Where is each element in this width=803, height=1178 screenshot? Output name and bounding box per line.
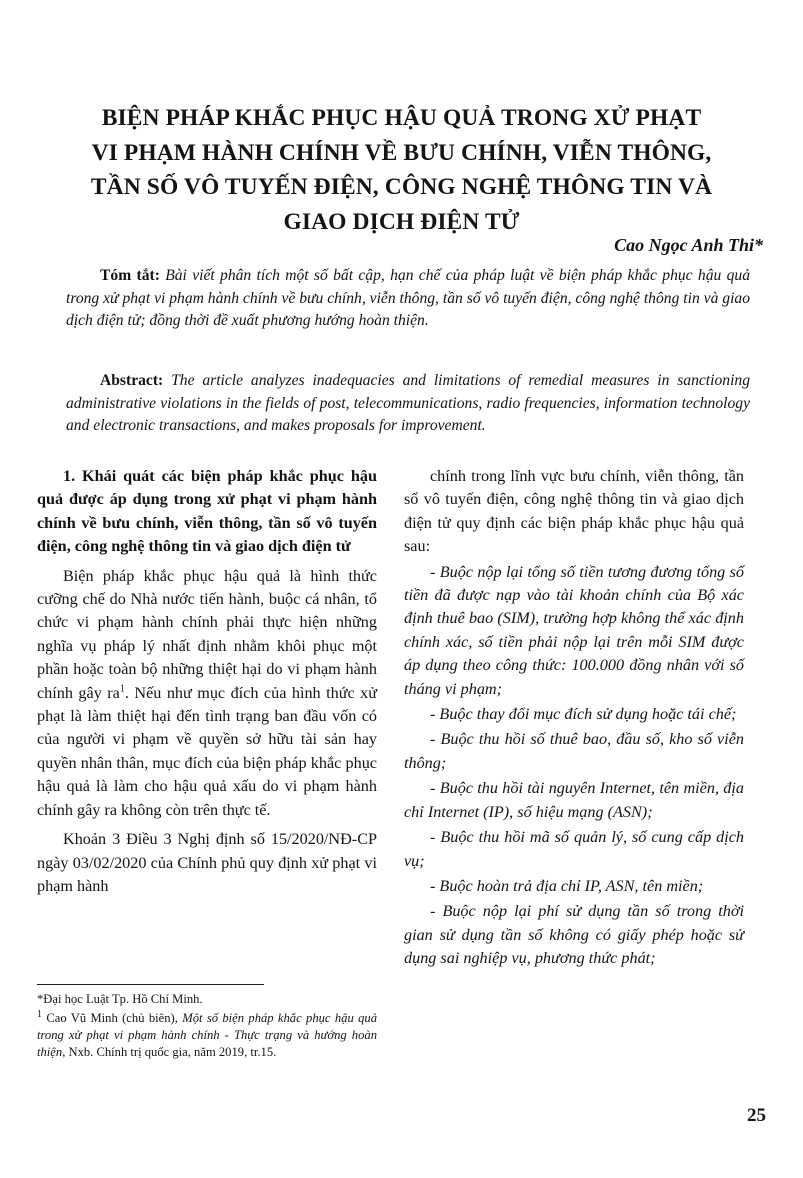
footnote-affiliation: *Đại học Luật Tp. Hồ Chí Minh.	[37, 992, 203, 1006]
summary-vietnamese	[66, 265, 750, 333]
footnote-1: $^1$ Cao Vũ Minh (chủ biên), Một số biện pháp khắc phục hậu quả trong xử phạt vi phạm hành chính - Thực trạng và hướng hoàn thiện, Nxb. Chính trị quốc gia, năm 2019, tr.15.	[37, 1008, 377, 1059]
measure-item: - Buộc nộp lại tổng số tiền tương đương tổng số tiền đã được nạp vào tài khoản chính của Bộ xác định thuê bao (SIM), trường hợp không thể xác định chính xác, số tiền phải nộp lại trên mỗi SIM được áp dụng theo công thức: 100.000 đồng nhân với số tháng vi phạm;	[404, 562, 744, 698]
abstract-label: Abstract:	[100, 372, 164, 389]
body-paragraph: chính trong lĩnh vực bưu chính, viễn thông, tần số vô tuyến điện, công nghệ thông tin và giao dịch điện tử quy định các biện pháp khắc phục hậu quả sau:	[404, 467, 744, 556]
body-paragraph: Khoản 3 Điều 3 Nghị định số 15/2020/NĐ-CP ngày 03/02/2020 của Chính phủ quy định xử phạt vi phạm hành	[37, 830, 377, 895]
title-line: TẦN SỐ VÔ TUYẾN ĐIỆN, CÔNG NGHỆ THÔNG TIN VÀ	[90, 174, 713, 200]
body-paragraph: Biện pháp khắc phục hậu quả là hình thức cưỡng chế do Nhà nước tiến hành, buộc cá nhân, tổ chức vi phạm hành chính phải thực hiện những nghĩa vụ pháp lý nhất định nhằm khôi phục một phần hoặc toàn bộ những thiệt hại do vi phạm hành chính gây $ra^1$. Nếu như mục đích của hình thức xử phạt là làm thiệt hại đến tình trạng ban đầu vốn có của người vi phạm về quyền sở hữu tài sản hay quyền nhân thân, mục đích của biện pháp khắc phục hậu quả là làm cho hậu quả xấu do vi phạm hành chính gây ra không còn trên thực tế.	[37, 566, 377, 819]
measure-item: - Buộc hoàn trả địa chỉ IP, ASN, tên miền;	[430, 876, 704, 895]
summary-label: Tóm tắt:	[100, 267, 160, 284]
page-number: 25	[747, 1105, 766, 1126]
left-column	[37, 465, 377, 898]
measure-item: - Buộc thu hồi mã số quản lý, số cung cấp dịch vụ;	[404, 828, 744, 870]
title-line: BIỆN PHÁP KHẮC PHỤC HẬU QUẢ TRONG XỬ PHẠT	[101, 105, 702, 131]
title-line: GIAO DỊCH ĐIỆN TỬ	[283, 208, 520, 235]
footnote-ref: 1	[119, 683, 125, 695]
measure-item: - Buộc nộp lại phí sử dụng tần số trong thời gian sử dụng tần số không có giấy phép hoặc sử dụng sai nghiệp vụ, phương thức phát;	[404, 902, 744, 968]
footnote-divider	[37, 984, 264, 985]
summary-text: Bài viết phân tích một số bất cập, hạn chế của pháp luật về biện pháp khắc phục hậu quả trong xử phạt vi phạm hành chính về bưu chính, viễn thông, tần số vô tuyến điện, công nghệ thông tin và giao dịch điện tử; đồng thời đề xuất phương hướng hoàn thiện.	[66, 267, 751, 330]
right-column	[404, 465, 744, 971]
measure-item: - Buộc thay đổi mục đích sử dụng hoặc tái chế;	[430, 705, 737, 724]
summary-english	[66, 370, 750, 438]
author-name: Cao Ngọc Anh Thi*	[614, 235, 763, 255]
measure-item: - Buộc thu hồi tài nguyên Internet, tên miền, địa chỉ Internet (IP), số hiệu mạng (ASN);	[404, 779, 744, 821]
section-heading: 1. Khái quát các biện pháp khắc phục hậu quả được áp dụng trong xử phạt vi phạm hành chính về bưu chính, viễn thông, tần số vô tuyến điện, công nghệ thông tin và giao dịch điện tử	[37, 467, 377, 556]
abstract-text: The article analyzes inadequacies and limitations of remedial measures in sanctioning administrative violations in the fields of post, telecommunications, radio frequencies, information technology and electronic transactions, and makes proposals for improvement.	[66, 372, 750, 435]
title-line: VI PHẠM HÀNH CHÍNH VỀ BƯU CHÍNH, VIỄN THÔNG,	[91, 139, 712, 166]
article-title	[40, 101, 763, 239]
measure-item: - Buộc thu hồi số thuê bao, đầu số, kho số viễn thông;	[404, 730, 744, 772]
